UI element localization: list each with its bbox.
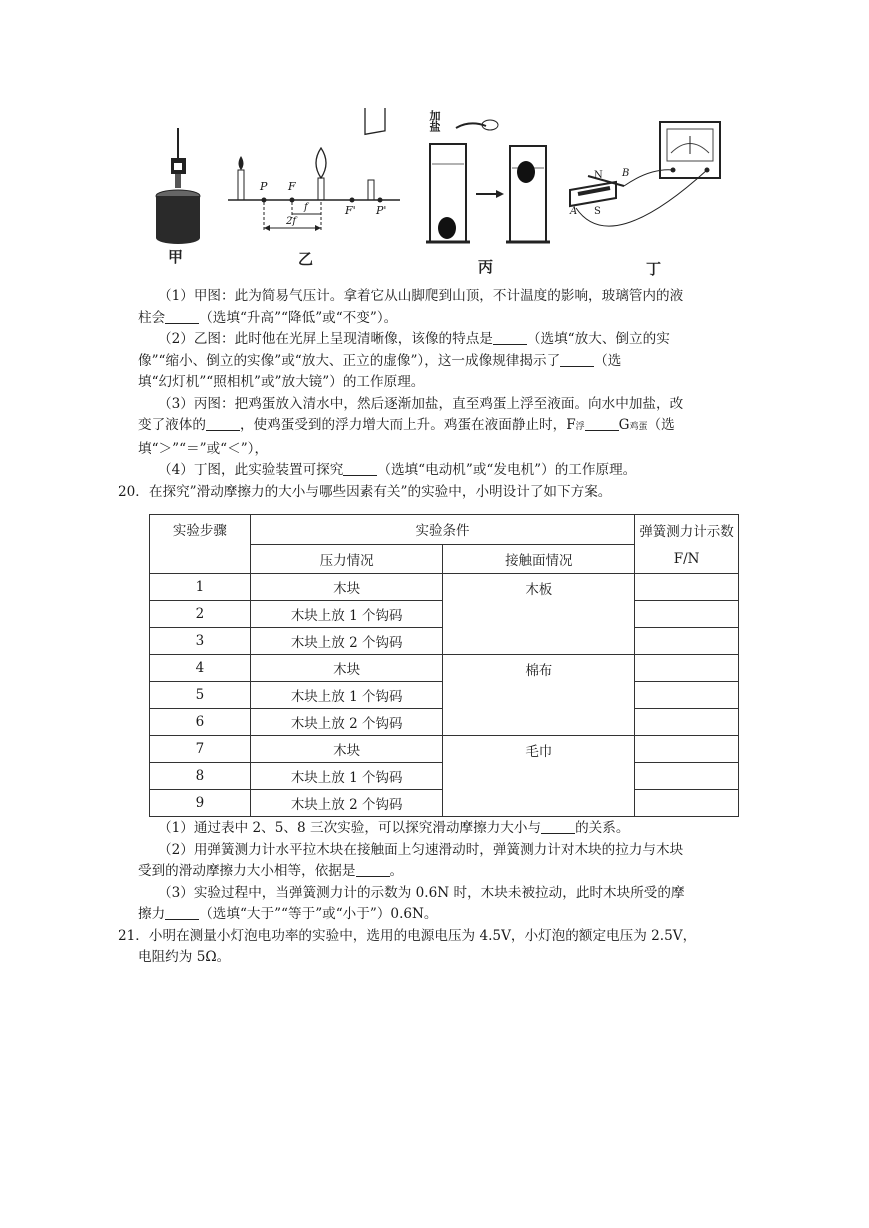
answer-blank[interactable] (165, 309, 199, 324)
q19-part2-text: （2）乙图：此时他在光屏上呈现清晰像，该像的特点是 (158, 331, 493, 347)
pressure-cell: 木块上放 1 个钩码 (250, 601, 443, 628)
q20-part3-line2 (128, 904, 748, 926)
q20-intro: 20．在探究”滑动摩擦力的大小与哪些因素有关”的实验中，小明设计了如下方案。 (118, 483, 612, 500)
q20-part3-line1: （3）实验过程中，当弹簧测力计的示数为 0.6N 时，木块未被拉动，此时木块所受的摩 (158, 884, 685, 901)
egg-cylinder-figure (426, 120, 550, 242)
q20-part1-text: 的关系。 (575, 820, 630, 836)
dim-label-f: f (304, 202, 308, 213)
answer-blank[interactable] (343, 461, 377, 476)
q19-part1-text: 柱会 (138, 309, 166, 326)
surface-cell: 毛巾 (443, 736, 635, 817)
step-cell: 1 (150, 574, 251, 601)
figure-label-yi: 乙 (298, 250, 314, 268)
q19-part2-line2 (128, 351, 748, 373)
q20-part2-text: 。 (389, 863, 404, 879)
pressure-cell: 木块上放 2 个钩码 (250, 709, 443, 736)
answer-blank[interactable] (541, 819, 575, 834)
step-cell: 5 (150, 682, 251, 709)
header-step: 实验步骤 (150, 515, 251, 574)
add-salt-label: 加盐 (428, 110, 441, 132)
barometer-figure (156, 128, 200, 244)
wire-a-label: A (570, 206, 578, 217)
q19-part2-options: （选 (594, 352, 622, 369)
q21-line1: 21．小明在测量小灯泡电功率的实验中，选用的电源电压为 4.5V，小灯泡的额定电压为 2.5V， (118, 927, 697, 944)
header-pressure: 压力情况 (250, 544, 443, 574)
step-cell: 9 (150, 790, 251, 817)
figure-label-bing: 丙 (478, 258, 494, 276)
reading-cell[interactable] (635, 736, 739, 763)
table-row (150, 655, 739, 682)
q19-part3-line1: （3）丙图：把鸡蛋放入清水中，然后逐渐加盐，直至鸡蛋上浮至液面。向水中加盐，改 (158, 395, 684, 412)
point-label-p: P (260, 180, 268, 193)
q19-part1-line1: （1）甲图：此为简易气压计。拿着它从山脚爬到山顶，不计温度的影响，玻璃管内的液 (158, 288, 684, 304)
step-cell: 3 (150, 628, 251, 655)
figures-row (140, 108, 760, 288)
subscript-float: 浮 (575, 422, 585, 432)
q19-part1-options: （选填“升高”“降低”或“不变”）。 (199, 309, 398, 326)
q19-part4-line1 (128, 460, 748, 482)
header-reading: 弹簧测力计示数 F/N (635, 515, 739, 574)
q19-part3-text: 变了液体的 (138, 417, 206, 433)
magnet-n-label: N (594, 170, 603, 181)
magnet-s-label: S (594, 206, 601, 217)
q20-part3-text: 擦力 (138, 906, 166, 922)
pressure-cell: 木块上放 2 个钩码 (250, 628, 443, 655)
pressure-cell: 木块 (250, 655, 443, 682)
reading-cell[interactable] (635, 601, 739, 628)
pressure-cell: 木块上放 2 个钩码 (250, 790, 443, 817)
q19-part2-text: 像”“缩小、倒立的实像”或“放大、正立的虚像”），这一成像规律揭示了 (138, 352, 561, 369)
q20-part3-options: （选填“大于”“等于”或“小于”）0.6N。 (199, 906, 438, 922)
q19-part2-line1 (128, 329, 748, 351)
point-label-p-prime: P' (376, 204, 387, 217)
surface-cell: 木板 (443, 574, 635, 655)
q20-part1 (128, 818, 748, 840)
header-condition: 实验条件 (250, 515, 634, 545)
answer-blank[interactable] (356, 862, 390, 877)
q19-part1-line2 (128, 308, 748, 330)
table-row (150, 736, 739, 763)
answer-blank[interactable] (165, 905, 199, 920)
surface-cell: 棉布 (443, 655, 635, 736)
step-cell: 2 (150, 601, 251, 628)
point-label-f-prime: F' (345, 204, 356, 217)
q20-part2-line2 (128, 861, 748, 883)
figure-label-jia: 甲 (168, 248, 184, 266)
q21-line2: 电阻约为 5Ω。 (138, 949, 231, 965)
step-cell: 6 (150, 709, 251, 736)
step-cell: 7 (150, 736, 251, 763)
reading-cell[interactable] (635, 682, 739, 709)
generator-figure (570, 122, 720, 226)
reading-cell[interactable] (635, 574, 739, 601)
optical-bench-figure (228, 108, 400, 231)
step-cell: 4 (150, 655, 251, 682)
step-cell: 8 (150, 763, 251, 790)
figures-drawing (140, 108, 760, 288)
wire-b-label: B (622, 168, 630, 179)
question-19-parts (118, 286, 748, 503)
answer-blank[interactable] (585, 416, 619, 431)
reading-cell[interactable] (635, 628, 739, 655)
figure-label-ding: 丁 (646, 260, 662, 278)
q20-part2-line1: （2）用弹簧测力计水平拉木块在接触面上匀速滑动时，弹簧测力计对木块的拉力与木块 (158, 841, 684, 858)
reading-cell[interactable] (635, 709, 739, 736)
q19-part3-text: ，使鸡蛋受到的浮力增大而上升。鸡蛋在液面静止时，F (239, 417, 576, 433)
pressure-cell: 木块上放 1 个钩码 (250, 763, 443, 790)
q19-part4-text: （4）丁图，此实验装置可探究 (158, 462, 344, 478)
q19-part3-line2 (128, 415, 748, 439)
answer-blank[interactable] (560, 352, 594, 367)
dim-label-2f: 2f (286, 216, 297, 227)
q19-part3-options: （选 (647, 417, 675, 433)
q19-part4-options: （选填“电动机”或“发电机”）的工作原理。 (377, 462, 637, 478)
reading-cell[interactable] (635, 655, 739, 682)
q20-part2-text: 受到的滑动摩擦力大小相等，依据是 (138, 863, 356, 879)
reading-cell[interactable] (635, 790, 739, 817)
experiment-table (149, 514, 739, 817)
subscript-egg: 鸡蛋 (629, 422, 648, 432)
answer-blank[interactable] (206, 416, 240, 431)
q19-part3-text: G (618, 417, 630, 433)
reading-cell[interactable] (635, 763, 739, 790)
table-row (150, 574, 739, 601)
q19-part3-line3: 填“＞”“＝”或“＜”）， (138, 440, 269, 457)
question-20-parts (118, 818, 748, 969)
q19-part2-options: （选填“放大、倒立的实 (526, 331, 670, 347)
pressure-cell: 木块上放 1 个钩码 (250, 682, 443, 709)
pressure-cell: 木块 (250, 574, 443, 601)
q20-part1-text: （1）通过表中 2、5、8 三次实验，可以探究滑动摩擦力大小与 (158, 820, 542, 836)
point-label-f: F (288, 180, 296, 193)
pressure-cell: 木块 (250, 736, 443, 763)
header-surface: 接触面情况 (443, 544, 635, 574)
q19-part2-line3: 填“幻灯机”“照相机”或”放大镜”）的工作原理。 (138, 374, 425, 390)
answer-blank[interactable] (493, 330, 527, 345)
